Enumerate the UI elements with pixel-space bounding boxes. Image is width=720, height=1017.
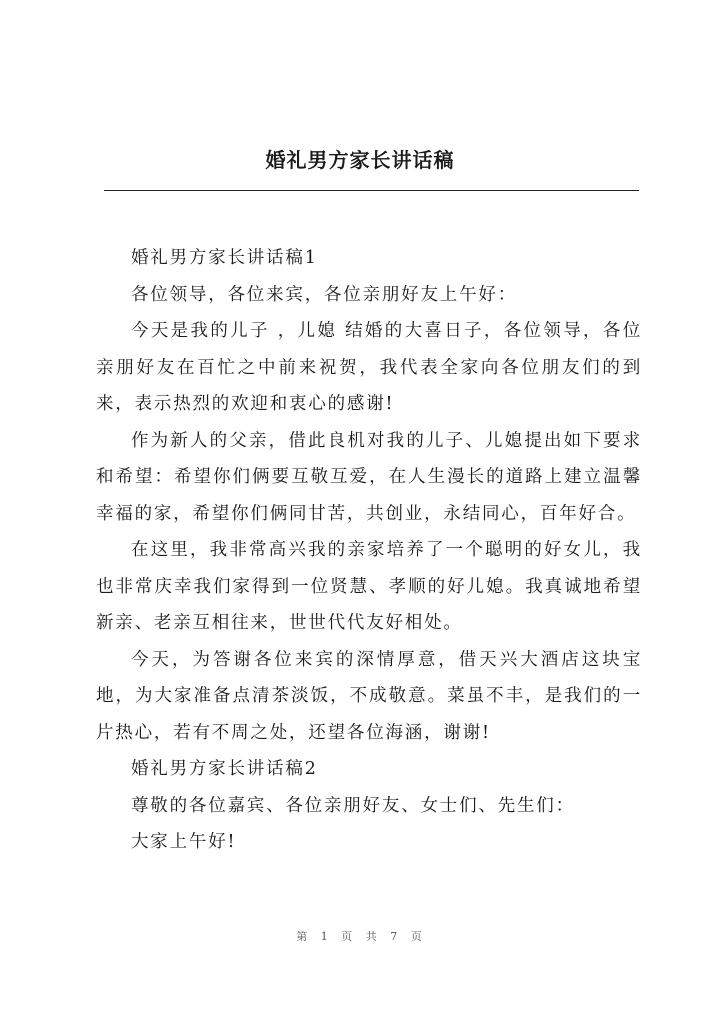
paragraph: 大家上午好! [131,832,237,852]
section-heading-2: 婚礼男方家长讲话稿2 [131,759,318,779]
paragraph: 在这里，我非常高兴我的亲家培养了一个聪明的好女儿，我也非常庆幸我们家得到一位贤慧、孝顺的好儿媳。我真诚地希望新亲、老亲互相往来，世世代代友好相处。 [96,540,642,633]
paragraph-greeting: 尊敬的各位嘉宾、各位亲朋好友、女士们、先生们： [131,795,575,816]
paragraph-greeting: 各位领导，各位来宾，各位亲朋好友上午好： [131,284,517,305]
paragraph: 作为新人的父亲，借此良机对我的儿子、儿媳提出如下要求和希望：希望你们俩要互敬互爱，在人生漫长的道路上建立温馨幸福的家，希望你们俩同甘苦，共创业，永结同心，百年好合。 [96,430,642,524]
document-title: 婚礼男方家长讲话稿 [265,148,455,172]
section-heading-1: 婚礼男方家长讲话稿1 [131,248,318,268]
page-number-footer: 第 1 页 共 7 页 [296,930,424,943]
paragraph: 今天是我的儿子 ，儿媳 结婚的大喜日子，各位领导，各位亲朋好友在百忙之中前来祝贺，我代表全家向各位朋友们的到来，表示热烈的欢迎和衷心的感谢! [96,321,642,414]
title-divider [104,190,639,191]
document-body [96,240,642,861]
paragraph: 今天，为答谢各位来宾的深情厚意，借天兴大酒店这块宝地，为大家准备点清茶淡饭，不成敬意。菜虽不丰，是我们的一片热心，若有不周之处，还望各位海涵，谢谢! [96,649,642,743]
